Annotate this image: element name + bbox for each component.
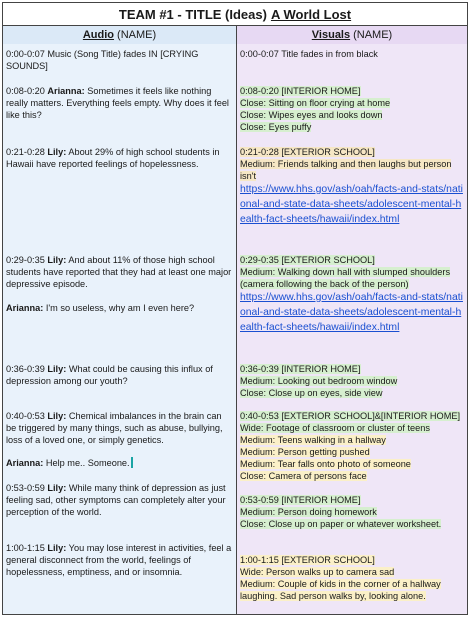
title-main: TEAM #1 - TITLE (Ideas)	[118, 6, 267, 22]
visual-line: Close: Camera of persons face	[240, 471, 367, 481]
audio-text: Help me.. Someone.	[45, 458, 130, 468]
audio-text: You may lose interest in activities, feel a general disconnect from the world, feelings of hopelessness, emptiness, and or insomnia.	[6, 543, 232, 577]
audio-speaker: Lily:	[47, 364, 67, 374]
visual-line: 1:00-1:15 [EXTERIOR SCHOOL]	[240, 555, 375, 565]
audio-text: About 29% of high school students in Hawaii have reported feelings of hopelessness.	[6, 147, 220, 169]
audio-speaker: Arianna:	[6, 458, 44, 468]
audio-speaker: Lily:	[47, 255, 67, 265]
audio-time: 0:00-0:07	[6, 49, 45, 59]
visual-line: Medium: Tear falls onto photo of someone	[240, 459, 411, 469]
audio-text: Sometimes it feels like nothing really matters. Everything feels empty. Why does it feel like this?	[6, 86, 229, 120]
title-underlined: A World Lost	[270, 6, 352, 22]
visuals-header-suffix: (NAME)	[353, 29, 393, 41]
visual-line: 0:36-0:39 [INTERIOR HOME]	[240, 364, 361, 374]
audio-cue[interactable]	[6, 48, 233, 72]
visual-line: 0:40-0:53 [EXTERIOR SCHOOL]&[INTERIOR HOME]	[240, 411, 461, 421]
visual-line: Medium: Teens walking in a hallway	[240, 435, 386, 445]
script-body	[3, 44, 467, 614]
visual-cue[interactable]	[240, 85, 464, 133]
audio-text: Music (Song Title) fades IN [CRYING SOUNDS]	[6, 49, 199, 71]
visual-line: Close: Wipes eyes and looks down	[240, 110, 383, 120]
visual-line: Medium: Friends talking and then laughs but person isn't	[240, 159, 452, 181]
visual-line: Close: Eyes puffy	[240, 122, 312, 132]
visual-cue[interactable]	[240, 410, 464, 482]
audio-cue[interactable]	[6, 254, 233, 290]
fact-sheet-link[interactable]: https://www.hhs.gov/ash/oah/facts-and-stats/national-and-state-data-sheets/adolescent-mental-health-fact-sheets/hawaii/index.html	[240, 184, 463, 225]
visual-line: Close: Sitting on floor crying at home	[240, 98, 391, 108]
visual-cue[interactable]	[240, 146, 464, 227]
audio-header-label: Audio	[82, 29, 115, 41]
audio-speaker: Lily:	[47, 411, 67, 421]
visual-line: 0:21-0:28 [EXTERIOR SCHOOL]	[240, 147, 375, 157]
audio-speaker: Arianna:	[6, 303, 44, 313]
audio-time: 0:29-0:35	[6, 255, 45, 265]
visual-cue[interactable]	[240, 554, 464, 602]
column-headers	[3, 26, 467, 45]
audio-text: And about 11% of those high school students have reported that they had at least one major depressive episode.	[6, 255, 232, 289]
audio-time: 0:40-0:53	[6, 411, 45, 421]
audio-cue[interactable]	[6, 410, 233, 446]
audio-cue[interactable]	[6, 85, 233, 121]
visual-cue[interactable]	[240, 48, 464, 60]
visual-cue[interactable]	[240, 363, 464, 399]
document-title	[3, 3, 467, 26]
audio-header[interactable]	[3, 26, 236, 44]
audio-speaker: Lily:	[47, 543, 67, 553]
visual-line: 0:29-0:35 [EXTERIOR SCHOOL]	[240, 255, 375, 265]
audio-speaker: Lily:	[47, 483, 67, 493]
audio-cue[interactable]	[6, 363, 233, 387]
audio-cue[interactable]	[6, 482, 233, 518]
audio-header-suffix: (NAME)	[117, 29, 157, 41]
visual-line: Close: Close up on paper or whatever worksheet.	[240, 519, 442, 529]
visuals-header-label: Visuals	[311, 29, 351, 41]
audio-cue[interactable]	[6, 302, 233, 314]
audio-cue[interactable]	[6, 146, 233, 170]
fact-sheet-link[interactable]: https://www.hhs.gov/ash/oah/facts-and-stats/national-and-state-data-sheets/adolescent-mental-health-fact-sheets/hawaii/index.html	[240, 292, 463, 333]
audio-time: 1:00-1:15	[6, 543, 45, 553]
audio-column[interactable]	[3, 44, 236, 614]
text-cursor	[131, 457, 133, 468]
visual-cue[interactable]	[240, 494, 464, 530]
audio-text: While many think of depression as just feeling sad, other symptoms can completely alter your perception of the world.	[6, 483, 226, 517]
visual-line: 0:53-0:59 [INTERIOR HOME]	[240, 495, 361, 505]
visual-line: Close: Close up on eyes, side view	[240, 388, 383, 398]
audio-text: What could be causing this influx of depression among our youth?	[6, 364, 213, 386]
audio-text: I'm so useless, why am I even here?	[45, 303, 195, 313]
visual-line: Medium: Looking out bedroom window	[240, 376, 398, 386]
script-table	[2, 2, 468, 615]
visual-line: Medium: Walking down hall with slumped shoulders (camera following the back of the person)	[240, 267, 451, 289]
visual-cue[interactable]	[240, 254, 464, 335]
audio-text: Chemical imbalances in the brain can be triggered by many things, such as abuse, bullying, loss of a loved one, or simply genetics.	[6, 411, 223, 445]
visual-line: Medium: Couple of kids in the corner of a hallway laughing. Sad person walks by, looking alone.	[240, 579, 441, 601]
audio-time: 0:53-0:59	[6, 483, 45, 493]
visuals-header[interactable]	[236, 26, 467, 44]
audio-time: 0:21-0:28	[6, 147, 45, 157]
visual-line: Medium: Person doing homework	[240, 507, 377, 517]
audio-time: 0:36-0:39	[6, 364, 45, 374]
audio-cue[interactable]	[6, 542, 233, 578]
audio-speaker: Arianna:	[47, 86, 85, 96]
audio-speaker: Lily:	[47, 147, 67, 157]
visual-line: Medium: Person getting pushed	[240, 447, 370, 457]
visuals-column[interactable]	[236, 44, 467, 614]
visual-line: Wide: Person walks up to camera sad	[240, 567, 395, 577]
visual-line: Wide: Footage of classroom or cluster of teens	[240, 423, 430, 433]
audio-time: 0:08-0:20	[6, 86, 45, 96]
visual-line: 0:00-0:07 Title fades in from black	[240, 49, 378, 59]
audio-cue[interactable]	[6, 457, 233, 469]
visual-line: 0:08-0:20 [INTERIOR HOME]	[240, 86, 361, 96]
